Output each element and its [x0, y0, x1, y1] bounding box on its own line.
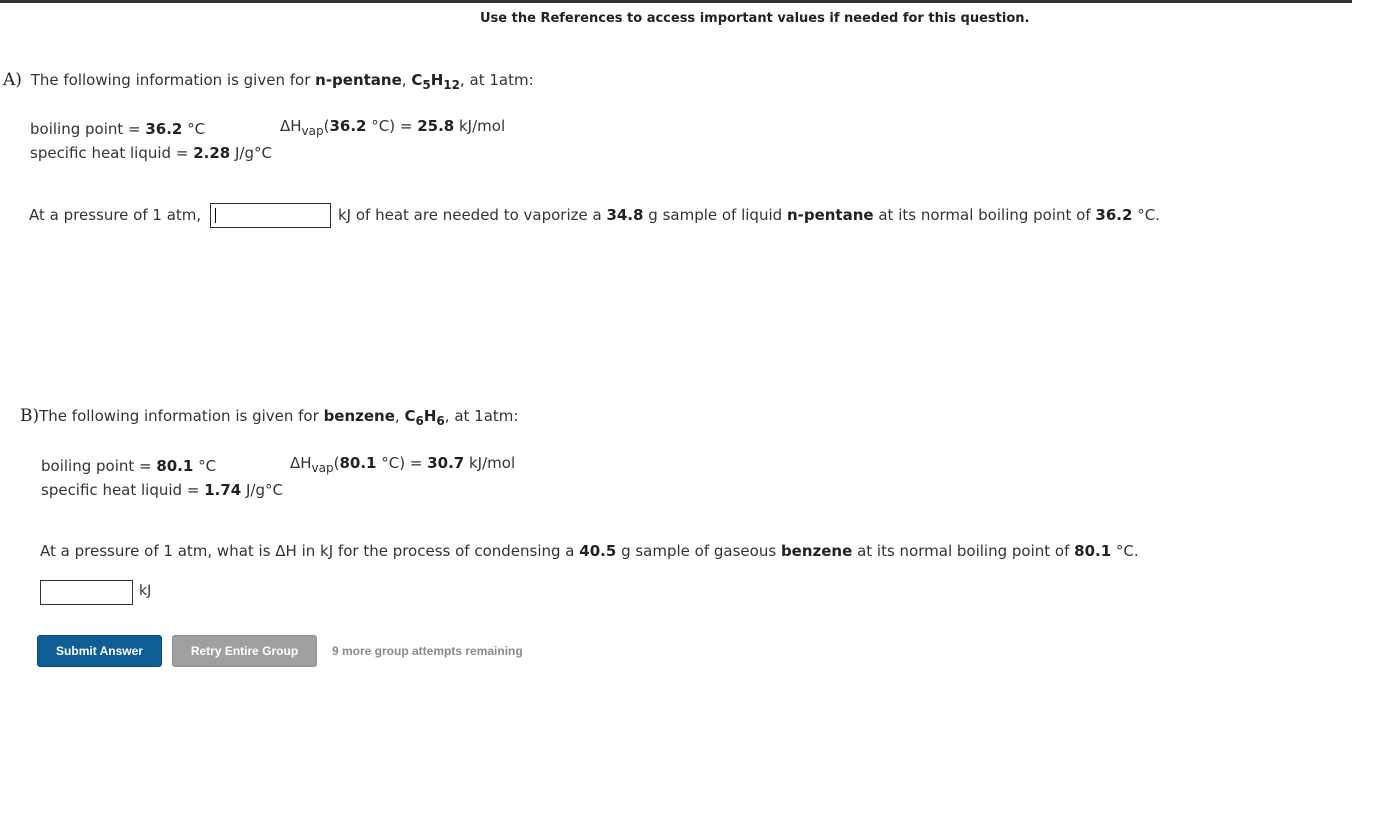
text-caret [215, 208, 216, 223]
part-b-answer-unit: kJ [139, 583, 152, 599]
part-a-answer-input[interactable] [210, 203, 331, 228]
part-a-boiling-point: boiling point = 36.2 °C [30, 120, 206, 138]
part-b-at: , at 1atm: [444, 407, 519, 425]
part-b-letter: B) [20, 406, 40, 426]
part-b-answer-input[interactable] [40, 580, 133, 605]
part-a-question-prefix: At a pressure of 1 atm, [29, 206, 202, 224]
part-a-letter: A) [3, 70, 22, 90]
part-b-specific-heat: specific heat liquid = 1.74 J/g°C [41, 481, 283, 499]
part-a-formula: $C_5H_{12}$ [411, 71, 460, 92]
attempts-remaining-text: 9 more group attempts remaining [332, 644, 523, 658]
part-a-heading: A) The following information is given for n-pentane, $C_5H_{12}$, at 1atm: [3, 70, 534, 92]
part-a-at: , at 1atm: [459, 71, 534, 89]
part-a-substance: n-pentane [315, 71, 402, 89]
submit-answer-button[interactable]: Submit Answer [37, 635, 162, 667]
part-a-enthalpy: $\Delta H_{vap}(36.2$ °C) = 25.8 kJ/mol [280, 117, 506, 138]
part-b-formula: $C_6H_6$ [404, 407, 445, 428]
part-b-intro: The following information is given for [39, 407, 319, 425]
top-border [0, 0, 1352, 3]
retry-entire-group-button[interactable]: Retry Entire Group [172, 635, 317, 667]
part-b-enthalpy: $\Delta H_{vap}(80.1$ °C) = 30.7 kJ/mol [290, 454, 516, 475]
part-b-substance: benzene [323, 407, 395, 425]
part-a-question-rest: kJ of heat are needed to vaporize a 34.8 g sample of liquid n-pentane at its normal boiling point of 36.2 °C. [338, 206, 1160, 224]
references-notice: Use the References to access important values if needed for this question. [480, 11, 1030, 26]
part-b-boiling-point: boiling point = 80.1 °C [41, 457, 217, 475]
part-a-specific-heat: specific heat liquid = 2.28 J/g°C [30, 144, 272, 162]
part-b-question: At a pressure of 1 atm, what is ΔH in kJ for the process of condensing a 40.5 g sample of gaseous benzene at its normal boiling point of 80.1 °C. [40, 542, 1139, 560]
part-a-intro: The following information is given for [30, 71, 311, 89]
part-b-heading: B)The following information is given for benzene, $C_6H_6$, at 1atm: [20, 406, 519, 428]
